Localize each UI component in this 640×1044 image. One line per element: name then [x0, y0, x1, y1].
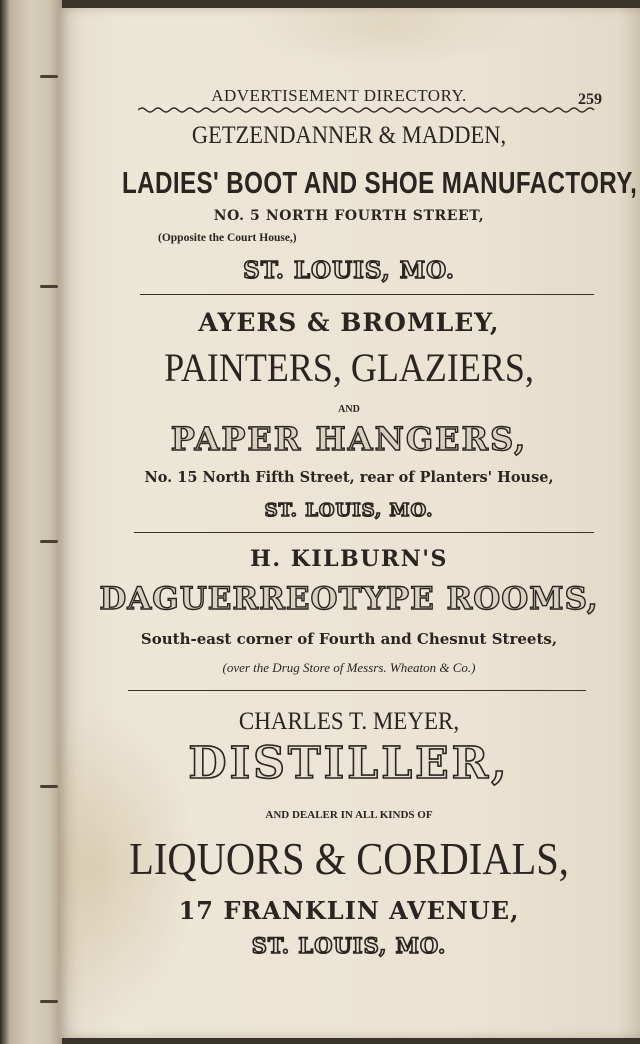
ad-address: 17 FRANKLIN AVENUE,: [178, 896, 520, 925]
ad-connector: AND: [338, 404, 360, 415]
ad-connector: AND DEALER IN ALL KINDS OF: [265, 809, 433, 821]
ad-firm-name: CHARLES T. MEYER,: [238, 708, 460, 735]
ad-address: No. 15 North Fifth Street, rear of Planters' House,: [144, 469, 554, 486]
directory-page: [58, 8, 640, 1038]
ad-business-title: LADIES' BOOT AND SHOE MANUFACTORY,: [122, 165, 638, 200]
page-number: 259: [578, 91, 602, 108]
ad-city: ST. LOUIS, MO.: [251, 933, 447, 958]
binding-stitch: [40, 540, 58, 543]
ad-firm-name: H. KILBURN'S: [250, 546, 448, 572]
running-title: ADVERTISEMENT DIRECTORY.: [211, 86, 467, 105]
ad-city: ST. LOUIS, MO.: [243, 257, 455, 284]
ad-business-title: PAINTERS, GLAZIERS,: [164, 345, 534, 390]
ad-note: (over the Drug Store of Messrs. Wheaton & Co.): [222, 660, 476, 675]
ad-business-title: DISTILLER,: [188, 738, 510, 789]
ad-business-title: DAGUERREOTYPE ROOMS,: [99, 581, 599, 617]
ad-address: South-east corner of Fourth and Chesnut Streets,: [140, 630, 558, 648]
ad-city: ST. LOUIS, MO.: [264, 500, 434, 521]
section-divider: [134, 532, 594, 533]
ad-firm-name: GETZENDANNER & MADDEN,: [191, 122, 507, 149]
ad-note: (Opposite the Court House,): [158, 232, 297, 244]
ad-business-title-secondary: PAPER HANGERS,: [170, 420, 528, 458]
binding-stitch: [40, 785, 58, 788]
wavy-header-rule: [138, 105, 600, 115]
book-binding: [0, 0, 62, 1044]
binding-stitch: [40, 75, 58, 78]
section-divider: [140, 294, 594, 295]
ad-business-title-secondary: LIQUORS & CORDIALS,: [129, 833, 569, 884]
binding-stitch: [40, 285, 58, 288]
section-divider: [128, 690, 586, 691]
binding-stitch: [40, 1000, 58, 1003]
ad-firm-name: AYERS & BROMLEY,: [198, 308, 500, 337]
ad-address: NO. 5 NORTH FOURTH STREET,: [213, 208, 485, 224]
